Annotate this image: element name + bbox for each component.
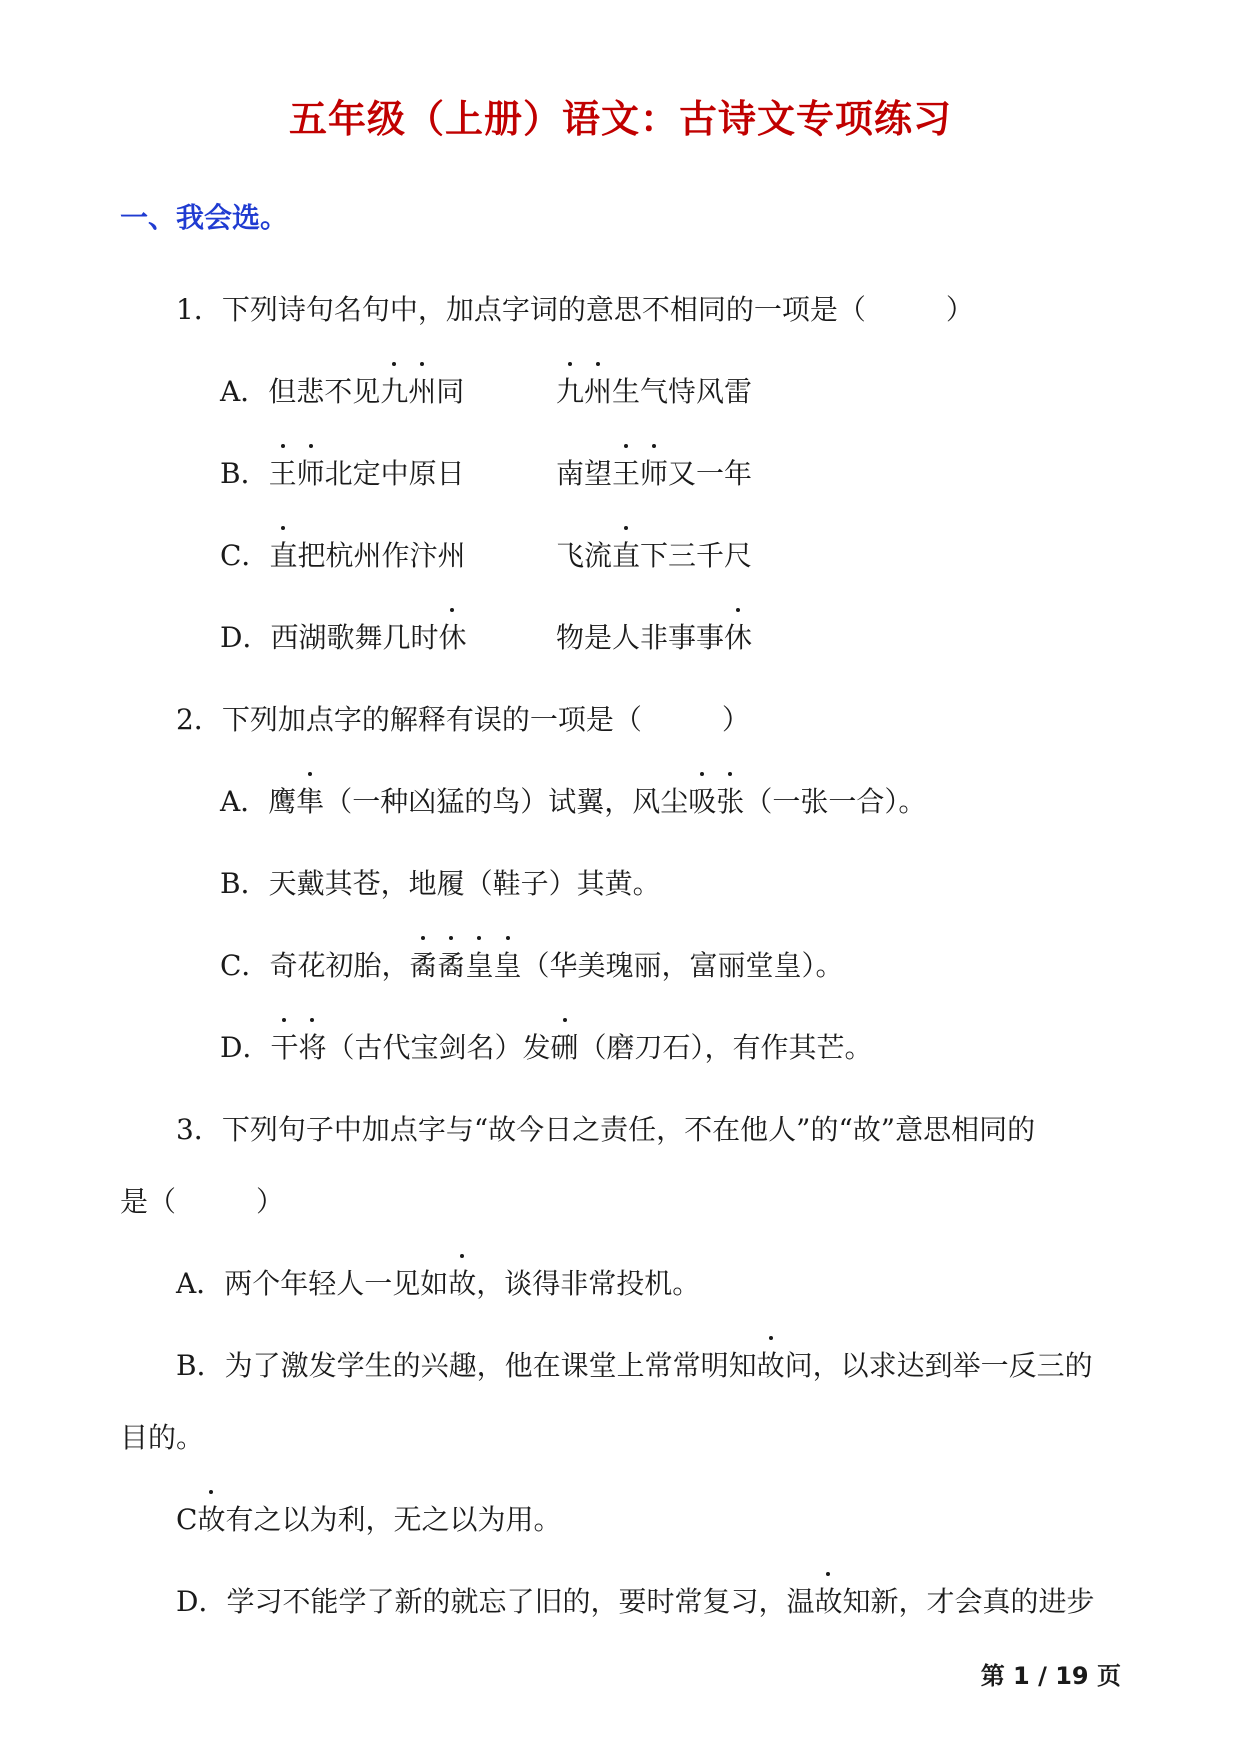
q2-option-c: C．奇花初胎，矞矞皇皇（华美瑰丽，富丽堂皇）。	[220, 946, 844, 986]
q1-option-b-right: 南望王师又一年	[556, 454, 752, 494]
q1-option-a-left: A．但悲不见九州同	[220, 372, 464, 412]
question-3-stem: 3．下列句子中加点字与“故今日之责任，不在他人”的“故”意思相同的	[176, 1113, 1036, 1146]
q1-option-c-left: C．直把杭州作汴州	[220, 536, 465, 576]
q3-option-b: B．为了激发学生的兴趣，他在课堂上常常明知故问，以求达到举一反三的	[176, 1346, 1093, 1386]
q3-option-c: C故有之以为利，无之以为用。	[176, 1500, 561, 1540]
q3-option-d: D．学习不能学了新的就忘了旧的，要时常复习，温故知新，才会真的进步	[176, 1582, 1095, 1622]
q1-option-a-right: 九州生气恃风雷	[556, 372, 752, 412]
question-1-stem: 1．下列诗句名句中，加点字词的意思不相同的一项是（ ）	[176, 293, 974, 326]
section-heading: 一、我会选。	[120, 201, 289, 234]
q1-option-c-right: 飞流直下三千尺	[556, 536, 752, 576]
q3-option-b-cont: 目的。	[120, 1421, 205, 1454]
q1-option-d-right: 物是人非事事休	[556, 618, 752, 658]
page-title: 五年级（上册）语文：古诗文专项练习	[288, 97, 952, 141]
q1-option-b-left: B．王师北定中原日	[220, 454, 465, 494]
question-3-stem-cont: 是（ ）	[120, 1185, 285, 1218]
question-2-stem: 2．下列加点字的解释有误的一项是（ ）	[176, 703, 750, 736]
q1-option-d-left: D．西湖歌舞几时休	[220, 618, 466, 658]
q2-option-a: A．鹰隼（一种凶猛的鸟）试翼，风尘吸张（一张一合）。	[220, 782, 926, 822]
q2-option-b: B．天戴其苍，地履（鞋子）其黄。	[220, 867, 661, 900]
q3-option-a: A．两个年轻人一见如故，谈得非常投机。	[176, 1264, 700, 1304]
page-number: 第 1 / 19 页	[980, 1662, 1121, 1690]
q2-option-d: D．干将（古代宝剑名）发硎（磨刀石），有作其芒。	[220, 1028, 873, 1068]
